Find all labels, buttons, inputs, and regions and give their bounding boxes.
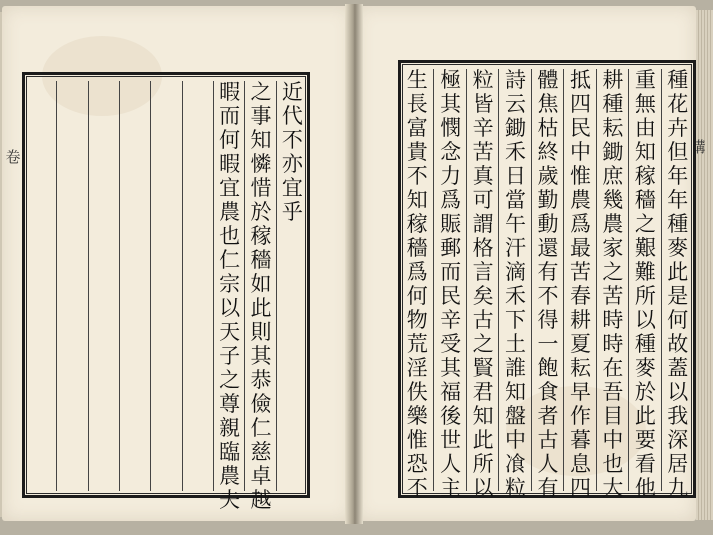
left-column-7 [88, 81, 120, 491]
left-column-5 [150, 81, 182, 491]
right-column-text: 耕 種 耘 鋤 庶 幾 農 家 之 苦 時 時 在 吾 目 中 也 大 [602, 68, 624, 500]
right-column-9 [401, 68, 433, 500]
right-column-text: 體 焦 枯 終 歲 勤 動 還 有 不 得 一 飽 食 者 古 人 有 [537, 68, 559, 500]
right-column-text: 重 無 由 知 稼 穡 之 艱 難 所 以 種 麥 於 此 要 看 他 [634, 68, 656, 500]
left-column-text: 暇 而 何 暇 宜 農 也 仁 宗 以 天 子 之 尊 親 臨 農 夫 [219, 80, 241, 512]
right-column-text: 抵 四 民 中 惟 農 爲 最 苦 春 耕 夏 耘 早 作 暮 息 四 [569, 68, 591, 500]
right-column-7 [466, 68, 499, 500]
right-column-3 [596, 68, 629, 500]
left-column-8 [56, 81, 88, 491]
right-column-text: 生 長 富 貴 不 知 稼 穡 爲 何 物 荒 淫 佚 樂 惟 恐 不 [406, 68, 428, 500]
left-column-1 [276, 81, 308, 491]
left-column-6 [119, 81, 151, 491]
right-column-8 [433, 68, 466, 500]
left-column-3 [213, 80, 245, 512]
right-column-5 [531, 68, 564, 500]
right-page-stack [696, 10, 713, 520]
right-text-frame [398, 60, 696, 498]
book-gutter [345, 4, 363, 524]
right-column-text: 詩 云 鋤 禾 日 當 午 汗 滴 禾 下 土 誰 知 盤 中 飡 粒 [505, 68, 527, 500]
left-column-2 [244, 80, 276, 512]
right-column-6 [498, 68, 531, 500]
fore-edge-label-right: 講 [690, 138, 706, 156]
right-column-1 [661, 68, 694, 500]
right-column-text: 粒 皆 辛 苦 真 可 謂 格 言 矣 古 之 賢 君 知 此 所 以 [472, 68, 494, 500]
left-column-text: 之 事 知 憐 惜 於 稼 穡 如 此 則 其 恭 儉 仁 慈 卓 越 [250, 80, 272, 512]
fore-edge-label-left: 卷 [5, 148, 21, 166]
left-text-frame [22, 72, 310, 512]
left-column-4 [182, 81, 214, 491]
left-column-9 [25, 81, 56, 491]
right-column-text: 極 其 憫 念 力 爲 賑 郵 而 民 辛 受 其 福 後 世 人 主 [440, 68, 462, 500]
right-column-text: 種 花 卉 但 年 年 種 麥 此 是 何 故 蓋 以 我 深 居 九 [667, 68, 689, 500]
right-column-4 [563, 68, 596, 500]
left-column-text: 近 代 不 亦 宜 乎 [281, 80, 303, 224]
right-column-2 [628, 68, 661, 500]
